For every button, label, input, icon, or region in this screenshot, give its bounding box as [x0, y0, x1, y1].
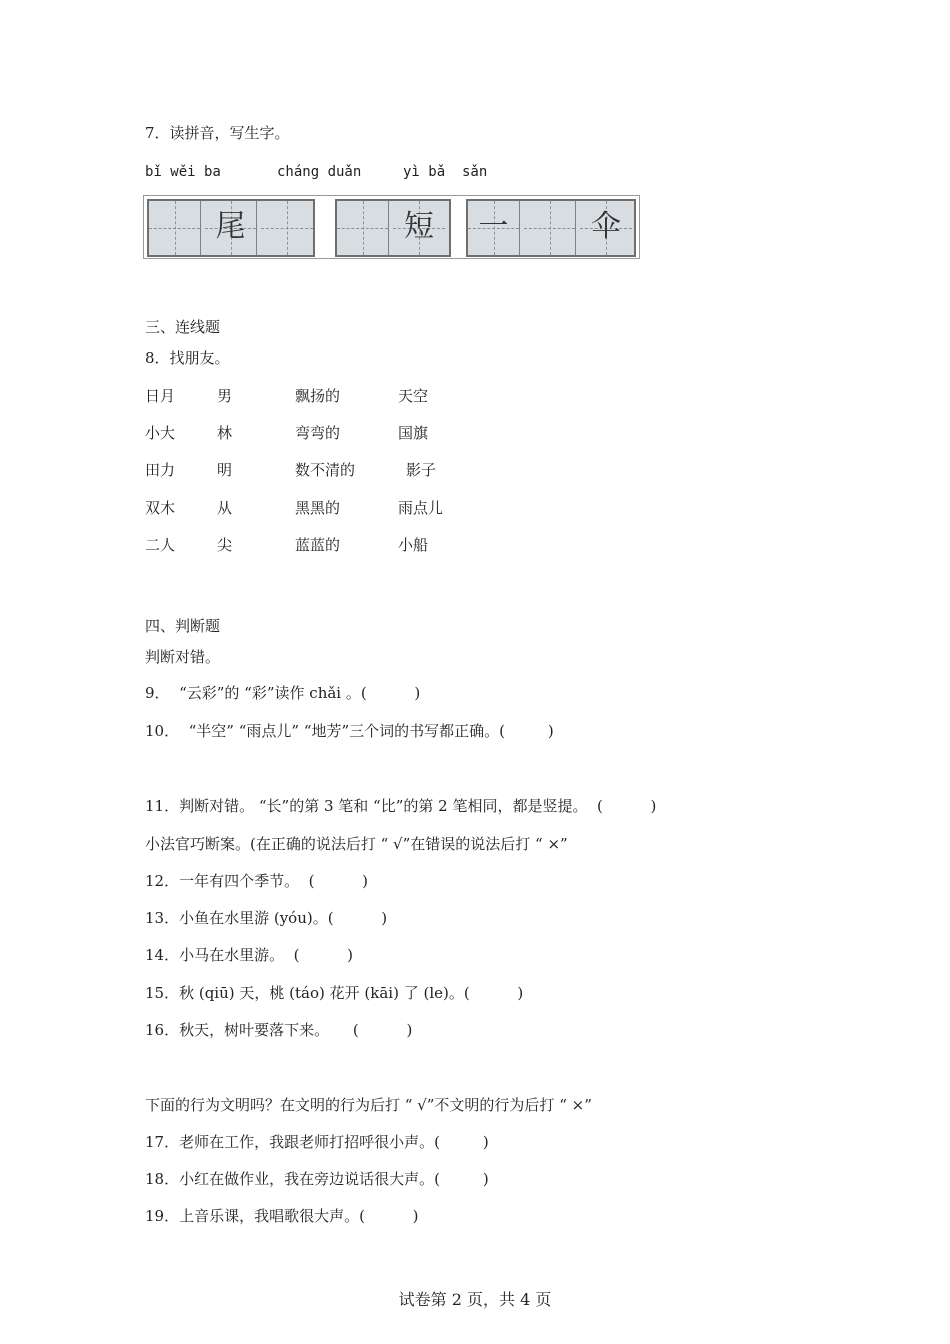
question-11[interactable]: 11．判断对错。 “长”的第 3 笔和 “比”的第 2 笔相同，都是竖提。 ( ) [145, 797, 657, 815]
section3-heading: 三、连线题 [145, 318, 221, 336]
pinyin-3: yì bǎ sǎn [403, 164, 488, 180]
match-item[interactable]: 二人 [145, 536, 176, 554]
writing-cell[interactable] [261, 201, 313, 255]
char-box-1 [147, 199, 315, 257]
match-item[interactable]: 影子 [406, 461, 437, 479]
match-item[interactable]: 男 [217, 387, 233, 405]
question-10[interactable]: 10． “半空” “雨点儿” “地芳”三个词的书写都正确。( ) [145, 722, 554, 740]
section4-intro: 判断对错。 [145, 648, 221, 666]
char-wei: 尾 [215, 209, 246, 244]
match-item[interactable]: 国旗 [398, 424, 429, 442]
char-san: 伞 [591, 209, 621, 244]
writing-cell[interactable] [149, 201, 201, 255]
section4-intro3: 下面的行为文明吗？在文明的行为后打 “ √”不文明的行为后打 “ ×” [145, 1096, 592, 1114]
question-17[interactable]: 17．老师在工作，我跟老师打招呼很小声。( ) [145, 1133, 489, 1151]
match-item[interactable]: 田力 [145, 461, 176, 479]
question-15[interactable]: 15．秋 (qiū) 天，桃 (táo) 花开 (kāi) 了 (le)。( ) [145, 984, 524, 1002]
char-yi: 一 [478, 209, 509, 244]
pinyin-2: cháng duǎn [277, 164, 362, 180]
match-item[interactable]: 小大 [145, 424, 176, 442]
question-12[interactable]: 12．一年有四个季节。 ( ) [145, 872, 369, 890]
match-item[interactable]: 林 [217, 424, 233, 442]
match-item[interactable]: 天空 [398, 387, 429, 405]
match-item[interactable]: 从 [217, 499, 233, 517]
section4-heading: 四、判断题 [145, 617, 221, 635]
writing-cell [205, 201, 257, 255]
match-item[interactable]: 明 [217, 461, 233, 479]
char-box-3 [466, 199, 636, 257]
match-item[interactable]: 蓝蓝的 [295, 536, 341, 554]
writing-cell[interactable] [337, 201, 389, 255]
match-item[interactable]: 弯弯的 [295, 424, 341, 442]
writing-cell [468, 201, 520, 255]
match-item[interactable]: 黑黑的 [295, 499, 341, 517]
q7-title: 7．读拼音，写生字。 [145, 124, 290, 142]
match-item[interactable]: 小船 [398, 536, 429, 554]
match-item[interactable]: 日月 [145, 387, 176, 405]
question-18[interactable]: 18．小红在做作业，我在旁边说话很大声。( ) [145, 1170, 489, 1188]
match-item[interactable]: 双木 [145, 499, 176, 517]
match-item[interactable]: 雨点儿 [398, 499, 444, 517]
char-box-2 [335, 199, 451, 257]
q8-title: 8．找朋友。 [145, 349, 230, 367]
writing-cell [393, 201, 445, 255]
writing-grid [143, 195, 640, 259]
page-footer: 试卷第 2 页，共 4 页 [398, 1290, 552, 1309]
question-16[interactable]: 16．秋天，树叶要落下来。 ( ) [145, 1021, 413, 1039]
writing-cell [580, 201, 632, 255]
section4-intro2: 小法官巧断案。(在正确的说法后打 “ √”在错误的说法后打 “ ×” [145, 835, 568, 853]
writing-cell[interactable] [524, 201, 576, 255]
question-19[interactable]: 19．上音乐课，我唱歌很大声。( ) [145, 1207, 419, 1225]
question-14[interactable]: 14．小马在水里游。 ( ) [145, 946, 354, 964]
match-item[interactable]: 数不清的 [295, 461, 356, 479]
match-item[interactable]: 飘扬的 [295, 387, 341, 405]
match-item[interactable]: 尖 [217, 536, 233, 554]
char-duan: 短 [404, 209, 434, 244]
question-9[interactable]: 9． “云彩”的 “彩”读作 chǎi 。( ) [145, 684, 421, 702]
pinyin-1: bǐ wěi ba [145, 164, 221, 180]
question-13[interactable]: 13．小鱼在水里游 (yóu)。( ) [145, 909, 388, 927]
